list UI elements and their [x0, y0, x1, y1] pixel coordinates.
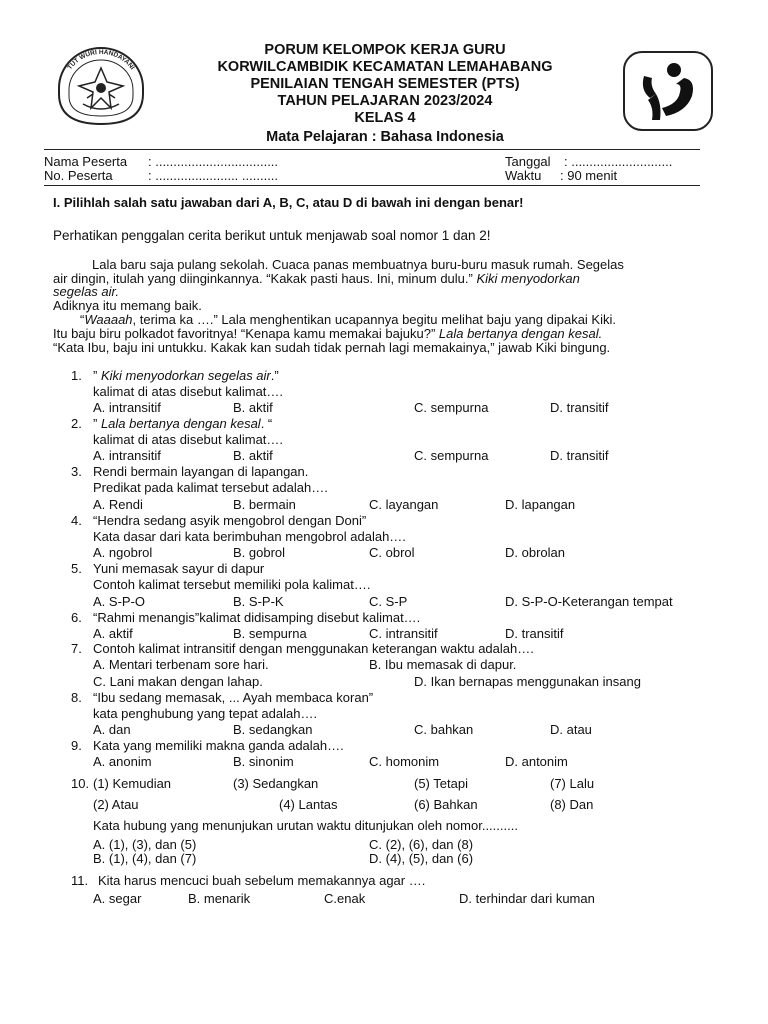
option-b[interactable]: B. sinonim [233, 754, 294, 769]
header-divider [44, 149, 700, 150]
header-line-1: PORUM KELOMPOK KERJA GURU [264, 42, 506, 58]
option-d[interactable]: D. lapangan [505, 497, 576, 512]
option-d[interactable]: D. transitif [550, 400, 609, 415]
option-b[interactable]: B. menarik [188, 891, 251, 906]
option-a[interactable]: A. dan [93, 722, 131, 737]
exam-header [180, 42, 590, 146]
option-d[interactable]: D. S-P-O-Keterangan tempat [505, 594, 673, 609]
question-stem: “Ibu sedang memasak, ... Ayah membaca koran” [93, 690, 374, 705]
option-d[interactable]: D. Ikan bernapas menggunakan insang [414, 674, 641, 689]
header-line-4: TAHUN PELAJARAN 2023/2024 [277, 93, 493, 109]
question-number: 7. [71, 641, 82, 656]
nama-peserta-field[interactable]: : .................................. [148, 154, 279, 169]
option-c[interactable]: C. intransitif [369, 626, 438, 641]
word-item: (7) Lalu [550, 776, 595, 791]
question-sub: kalimat di atas disebut kalimat…. [93, 384, 284, 399]
question-sub: Kata hubung yang menunjukan urutan waktu ditunjukan oleh nomor.......... [93, 818, 518, 833]
option-c[interactable]: C. sempurna [414, 400, 489, 415]
story-line: Lala baru saja pulang sekolah. Cuaca panas membuatnya buru-buru masuk rumah. Segelas [92, 257, 624, 272]
question-sub: Contoh kalimat tersebut memiliki pola kalimat…. [93, 577, 371, 592]
option-a[interactable]: A. Rendi [93, 497, 143, 512]
stem-italic: Lala bertanya dengan kesal [100, 416, 261, 431]
option-d[interactable]: D. transitif [550, 448, 609, 463]
tut-wuri-handayani-logo [53, 42, 149, 126]
option-b[interactable]: B. Ibu memasak di dapur. [369, 657, 517, 672]
option-c[interactable]: C.enak [324, 891, 366, 906]
tanggal-label: Tanggal [505, 154, 551, 169]
story-text: air dingin, itulah yang diinginkannya. “Kakak pasti haus. Ini, minum dulu.” [53, 271, 477, 286]
question-stem: Contoh kalimat intransitif dengan menggunakan keterangan waktu adalah…. [93, 641, 534, 656]
question-stem: Kita harus mencuci buah sebelum memakannya agar …. [98, 873, 426, 888]
word-item: (2) Atau [93, 797, 139, 812]
story-intro: Perhatikan penggalan cerita berikut untuk menjawab soal nomor 1 dan 2! [53, 228, 491, 243]
question-number: 11. [71, 873, 89, 888]
header-line-2: KORWILCAMBIDIK KECAMATAN LEMAHABANG [217, 59, 553, 75]
option-c[interactable]: C. obrol [369, 545, 415, 560]
option-c[interactable]: C. Lani makan dengan lahap. [93, 674, 263, 689]
option-d[interactable]: D. transitif [505, 626, 564, 641]
question-number: 1. [71, 368, 82, 383]
question-sub: Kata dasar dari kata berimbuhan mengobrol adalah…. [93, 529, 406, 544]
stem-text: .” [270, 368, 279, 383]
header-line-3: PENILAIAN TENGAH SEMESTER (PTS) [250, 76, 520, 92]
stem-text: . “ [260, 416, 273, 431]
stem-italic: Kiki menyodorkan segelas air [100, 368, 271, 383]
word-item: (4) Lantas [279, 797, 338, 812]
option-d[interactable]: D. antonim [505, 754, 568, 769]
word-item: (3) Sedangkan [233, 776, 319, 791]
question-sub: kata penghubung yang tepat adalah…. [93, 706, 318, 721]
question-stem: Yuni memasak sayur di dapur [93, 561, 265, 576]
question-stem: Rendi bermain layangan di lapangan. [93, 464, 309, 479]
option-c[interactable]: C. (2), (6), dan (8) [369, 837, 474, 852]
option-a[interactable]: A. ngobrol [93, 545, 153, 560]
no-peserta-label: No. Peserta [44, 168, 113, 183]
option-a[interactable]: A. anonim [93, 754, 152, 769]
option-c[interactable]: C. bahkan [414, 722, 474, 737]
question-number: 8. [71, 690, 82, 705]
story-line: segelas air. [53, 284, 119, 299]
story-line: Adiknya itu memang baik. [53, 298, 202, 313]
story-text: , terima ka ….” Lala menghentikan ucapannya begitu melihat baju yang dipakai Kiki. [132, 312, 616, 327]
nama-peserta-label: Nama Peserta [44, 154, 128, 169]
option-a[interactable]: A. intransitif [93, 448, 161, 463]
option-b[interactable]: B. sempurna [233, 626, 307, 641]
option-b[interactable]: B. gobrol [233, 545, 286, 560]
option-a[interactable]: A. S-P-O [93, 594, 146, 609]
option-b[interactable]: B. (1), (4), dan (7) [93, 851, 197, 866]
word-item: (1) Kemudian [93, 776, 172, 791]
option-d[interactable]: D. atau [550, 722, 592, 737]
option-c[interactable]: C. sempurna [414, 448, 489, 463]
story-line: “Kata Ibu, baju ini untukku. Kakak kan sudah tidak pernah lagi memakainya,” jawab Kiki bingung. [53, 340, 611, 355]
waktu-value: : 90 menit [560, 168, 618, 183]
waktu-label: Waktu [505, 168, 542, 183]
word-item: (6) Bahkan [414, 797, 478, 812]
option-b[interactable]: B. S-P-K [233, 594, 284, 609]
option-d[interactable]: D. (4), (5), dan (6) [369, 851, 474, 866]
option-d[interactable]: D. obrolan [505, 545, 565, 560]
no-peserta-field[interactable]: : ....................... .......... [148, 168, 279, 183]
header-line-5: KELAS 4 [354, 110, 416, 126]
question-sub: kalimat di atas disebut kalimat…. [93, 432, 284, 447]
tanggal-field[interactable]: : ............................ [564, 154, 673, 169]
story-italic: Kiki menyodorkan [476, 271, 580, 286]
story-text: “ [80, 312, 85, 327]
story-italic: Lala bertanya dengan kesal. [438, 326, 603, 341]
option-b[interactable]: B. aktif [233, 400, 273, 415]
story-italic: Waaaah [84, 312, 133, 327]
question-number: 6. [71, 610, 82, 625]
question-stem [93, 368, 279, 384]
question-stem: Kata yang memiliki makna ganda adalah…. [93, 738, 344, 753]
option-b[interactable]: B. sedangkan [233, 722, 313, 737]
option-a[interactable]: A. Mentari terbenam sore hari. [93, 657, 269, 672]
question-number: 2. [71, 416, 82, 431]
story-line [53, 271, 580, 287]
question-number: 9. [71, 738, 82, 753]
option-d[interactable]: D. terhindar dari kuman [459, 891, 595, 906]
option-b[interactable]: B. bermain [233, 497, 296, 512]
header-line-6: Mata Pelajaran : Bahasa Indonesia [266, 129, 504, 145]
question-stem: “Rahmi menangis”kalimat didisamping disebut kalimat…. [93, 610, 421, 625]
question-number: 10. [71, 776, 90, 791]
question-number: 5. [71, 561, 82, 576]
stem-text: ” [93, 368, 101, 383]
word-item: (5) Tetapi [414, 776, 468, 791]
option-a[interactable]: A. (1), (3), dan (5) [93, 837, 197, 852]
option-c[interactable]: C. layangan [369, 497, 439, 512]
section-instruction: I. Pilihlah salah satu jawaban dari A, B, C, atau D di bawah ini dengan benar! [53, 195, 524, 210]
stem-text: ” [93, 416, 101, 431]
question-number: 4. [71, 513, 82, 528]
question-number: 3. [71, 464, 82, 479]
option-a[interactable]: A. intransitif [93, 400, 161, 415]
option-c[interactable]: C. S-P [369, 594, 408, 609]
kurikulum-merdeka-logo [622, 50, 714, 132]
option-b[interactable]: B. aktif [233, 448, 273, 463]
option-a[interactable]: A. aktif [93, 626, 133, 641]
word-item: (8) Dan [550, 797, 594, 812]
option-c[interactable]: C. homonim [369, 754, 440, 769]
question-stem [93, 416, 272, 432]
story-text: Itu baju biru polkadot favoritnya! “Kenapa kamu memakai bajuku?” [53, 326, 439, 341]
question-sub: Predikat pada kalimat tersebut adalah…. [93, 480, 328, 495]
logo-motto: TUT WURI HANDAYANI [66, 48, 136, 72]
question-stem: “Hendra sedang asyik mengobrol dengan Doni” [93, 513, 367, 528]
identity-divider [44, 185, 700, 186]
option-a[interactable]: A. segar [93, 891, 142, 906]
